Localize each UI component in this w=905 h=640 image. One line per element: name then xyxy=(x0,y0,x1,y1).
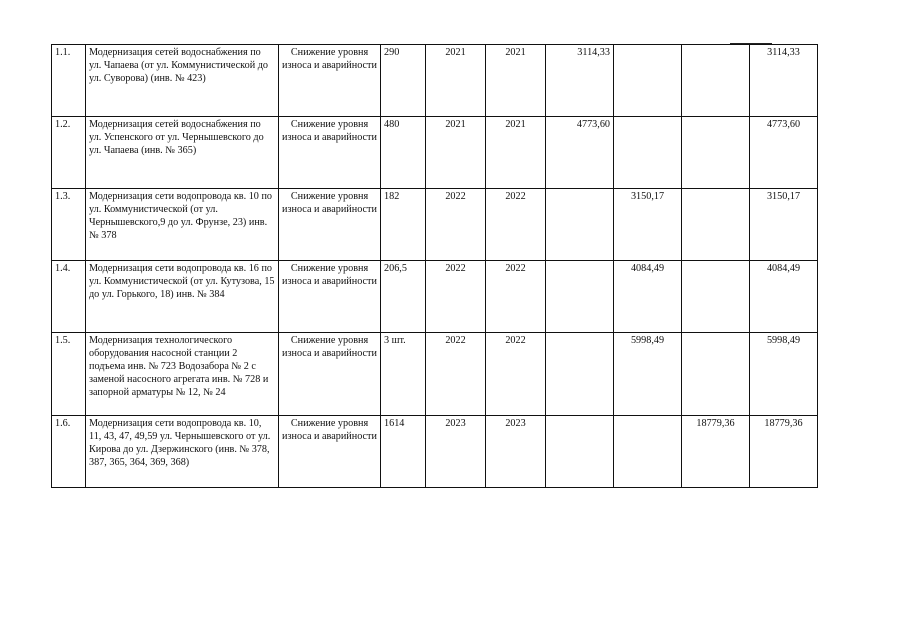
quantity: 480 xyxy=(381,117,426,189)
value-2022 xyxy=(614,45,682,117)
measure-name: Модернизация сетей водоснабжения по ул. Чапаева (от ул. Коммунистической до ул. Суворова) (инв. № 423) xyxy=(86,45,279,117)
year-start: 2023 xyxy=(426,416,486,488)
measure-name: Модернизация сетей водоснабжения по ул. Успенского от ул. Чернышевского до ул. Чапаева (инв. № 365) xyxy=(86,117,279,189)
measure-name: Модернизация сети водопровода кв. 16 по ул. Коммунистической (от ул. Кутузова, 15 до ул. Горького, 18) инв. № 384 xyxy=(86,261,279,333)
measure-goal: Снижение уровня износа и аварийности xyxy=(279,189,381,261)
table-row xyxy=(52,45,818,117)
value-2023 xyxy=(682,261,750,333)
quantity: 182 xyxy=(381,189,426,261)
value-2022: 4084,49 xyxy=(614,261,682,333)
quantity: 3 шт. xyxy=(381,333,426,416)
measure-goal: Снижение уровня износа и аварийности xyxy=(279,333,381,416)
measure-goal: Снижение уровня износа и аварийности xyxy=(279,416,381,488)
value-total: 4084,49 xyxy=(750,261,818,333)
value-total: 18779,36 xyxy=(750,416,818,488)
table-row xyxy=(52,416,818,488)
value-2022: 3150,17 xyxy=(614,189,682,261)
measure-goal: Снижение уровня износа и аварийности xyxy=(279,261,381,333)
value-2021 xyxy=(546,416,614,488)
measure-goal: Снижение уровня износа и аварийности xyxy=(279,117,381,189)
value-total: 4773,60 xyxy=(750,117,818,189)
value-2023: 18779,36 xyxy=(682,416,750,488)
measure-goal: Снижение уровня износа и аварийности xyxy=(279,45,381,117)
year-end: 2021 xyxy=(486,117,546,189)
quantity: 206,5 xyxy=(381,261,426,333)
value-2023 xyxy=(682,117,750,189)
year-start: 2022 xyxy=(426,189,486,261)
value-2021 xyxy=(546,333,614,416)
year-start: 2021 xyxy=(426,45,486,117)
table-row xyxy=(52,117,818,189)
year-start: 2022 xyxy=(426,333,486,416)
year-end: 2021 xyxy=(486,45,546,117)
year-start: 2021 xyxy=(426,117,486,189)
table-row xyxy=(52,261,818,333)
row-number: 1.2. xyxy=(52,117,86,189)
year-end: 2022 xyxy=(486,333,546,416)
value-2022 xyxy=(614,416,682,488)
value-total: 3114,33 xyxy=(750,45,818,117)
value-2022: 5998,49 xyxy=(614,333,682,416)
year-end: 2023 xyxy=(486,416,546,488)
value-2021 xyxy=(546,261,614,333)
value-2021 xyxy=(546,189,614,261)
measure-name: Модернизация сети водопровода кв. 10 по ул. Коммунистической (от ул. Чернышевского,9 до ул. Фрунзе, 23) инв. № 378 xyxy=(86,189,279,261)
quantity: 1614 xyxy=(381,416,426,488)
investment-table xyxy=(51,44,818,488)
value-2021: 4773,60 xyxy=(546,117,614,189)
table-row xyxy=(52,189,818,261)
year-end: 2022 xyxy=(486,261,546,333)
measure-name: Модернизация сети водопровода кв. 10, 11, 43, 47, 49,59 ул. Чернышевского от ул. Кирова до ул. Дзержинского (инв. № 378, 387, 365, 364, 369, 368) xyxy=(86,416,279,488)
value-2023 xyxy=(682,333,750,416)
value-2021: 3114,33 xyxy=(546,45,614,117)
value-total: 5998,49 xyxy=(750,333,818,416)
year-start: 2022 xyxy=(426,261,486,333)
measure-name: Модернизация технологического оборудования насосной станции 2 подъема инв. № 723 Водозабора № 2 с заменой насосного агрегата инв. № 728 и запорной арматуры № 12, № 24 xyxy=(86,333,279,416)
row-number: 1.4. xyxy=(52,261,86,333)
row-number: 1.3. xyxy=(52,189,86,261)
row-number: 1.5. xyxy=(52,333,86,416)
value-2022 xyxy=(614,117,682,189)
value-total: 3150,17 xyxy=(750,189,818,261)
table-row xyxy=(52,333,818,416)
value-2023 xyxy=(682,189,750,261)
quantity: 290 xyxy=(381,45,426,117)
row-number: 1.6. xyxy=(52,416,86,488)
value-2023 xyxy=(682,45,750,117)
row-number: 1.1. xyxy=(52,45,86,117)
year-end: 2022 xyxy=(486,189,546,261)
